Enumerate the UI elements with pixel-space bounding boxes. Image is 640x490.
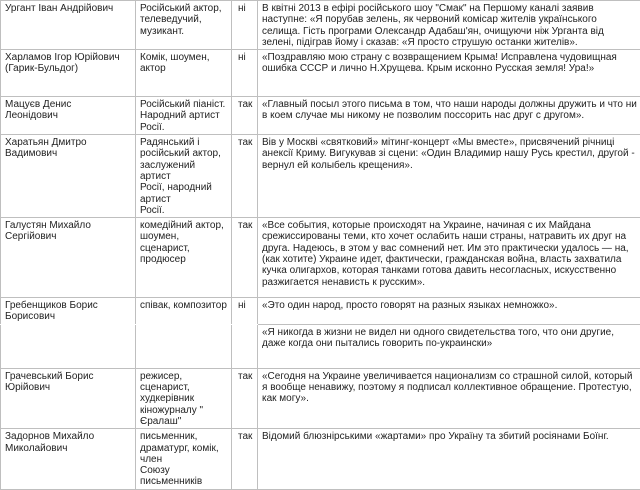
person-name: Галустян Михайло Сергійович xyxy=(1,218,136,298)
table-row xyxy=(1,97,640,135)
person-name: Гребенщиков Борис Борисович xyxy=(1,298,136,325)
statement-text: «Я никогда в жизни не видел ни одного свидетельства того, что они другие, даже когда они пытались говорить по-украински» xyxy=(258,324,640,368)
table-row xyxy=(1,1,640,50)
person-name: Ургант Іван Андрійович xyxy=(1,1,136,50)
table-row xyxy=(1,135,640,218)
signed-status: так xyxy=(232,135,258,218)
person-name: Грачевський Борис Юрійович xyxy=(1,368,136,428)
signed-status: так xyxy=(232,429,258,489)
signed-status: так xyxy=(232,368,258,428)
person-name: Харламов Ігор Юрійович (Гарик-Бульдог) xyxy=(1,50,136,97)
person-name: Мацуєв Денис Леонідович xyxy=(1,97,136,135)
table-row xyxy=(1,298,640,325)
table-row xyxy=(1,429,640,489)
statement-text: «Поздравляю мою страну с возвращением Крыма! Исправлена чудовищная ошибка СССР и лично Н.Хрущева. Крым исконно Русская земля! Ура!» xyxy=(258,50,640,97)
person-name: Задорнов Михайло Миколайович xyxy=(1,429,136,489)
signed-status: так xyxy=(232,218,258,298)
statement-text: «Это один народ, просто говорят на разных языках немножко». xyxy=(258,298,640,325)
person-role: режисер, сценарист, худкерівник кіножурналу " Єралаш" xyxy=(136,368,232,428)
statement-text: «Все события, которые происходят на Украине, начиная с их Майдана срежиссированы теми, кто хочет ослабить наши страны, натравить их друг на друга. Надеюсь, в этом у вас сомнений нет. Им это практически удалось — на, (как хотите) Украине идет, фактически, гражданская война, власть захватила кучка олигархов, которая танками готова давить несогласных, искусственно разжигается ненависть к русским». xyxy=(258,218,640,298)
signed-status: ні xyxy=(232,1,258,50)
person-role xyxy=(136,324,232,368)
signed-status: так xyxy=(232,97,258,135)
table-row xyxy=(1,50,640,97)
signed-status xyxy=(232,324,258,368)
signed-status: ні xyxy=(232,50,258,97)
table-row xyxy=(1,368,640,428)
person-role: Російський піаніст. Народний артист Росії. xyxy=(136,97,232,135)
statement-text: «Главный посыл этого письма в том, что наши народы должны дружить и что ни в коем случае мы никому не позволим поссорить нас друг с другом». xyxy=(258,97,640,135)
person-name: Харатьян Дмитро Вадимович xyxy=(1,135,136,218)
statement-text: В квітні 2013 в ефірі російського шоу "Смак" на Першому каналі заявив наступне: «Я порубав зелень, як червоний комісар жителів українського селища. Гість програми Олександр Адабаш'ян, очищуючи нiж Урганта від зелені, підіграв йому і сказав: «Я просто струшую останки жителів». xyxy=(258,1,640,50)
person-name xyxy=(1,324,136,368)
person-role: письменник, драматург, комік, член Союзу письменників xyxy=(136,429,232,489)
person-role: комедійний актор, шоумен, сценарист, продюсер xyxy=(136,218,232,298)
statement-text: Вів у Москві «святковий» мітинг-концерт «Мы вместе», присвячений річниці анексії Криму. Вигукував зі сцени: «Один Владимир нашу Русь крестил, другой - вернул ей колыбель крещения». xyxy=(258,135,640,218)
table-row xyxy=(1,324,640,368)
person-role: співак, композитор xyxy=(136,298,232,325)
person-role: Комік, шоумен, актор xyxy=(136,50,232,97)
statement-text: Відомий блюзнірськими «жартами» про Україну та збитий росіянами Боїнг. xyxy=(258,429,640,489)
person-role: Російський актор, телеведучий, музикант. xyxy=(136,1,232,50)
person-role: Радянський і російський актор, заслужений артист Росії, народний артист Росії. xyxy=(136,135,232,218)
statement-text: «Сегодня на Украине увеличивается национализм со страшной силой, который я вообще ненавижу, поэтому я подписал коллективное обращение. Протестую, как могу». xyxy=(258,368,640,428)
table-row xyxy=(1,218,640,298)
signed-status: ні xyxy=(232,298,258,325)
